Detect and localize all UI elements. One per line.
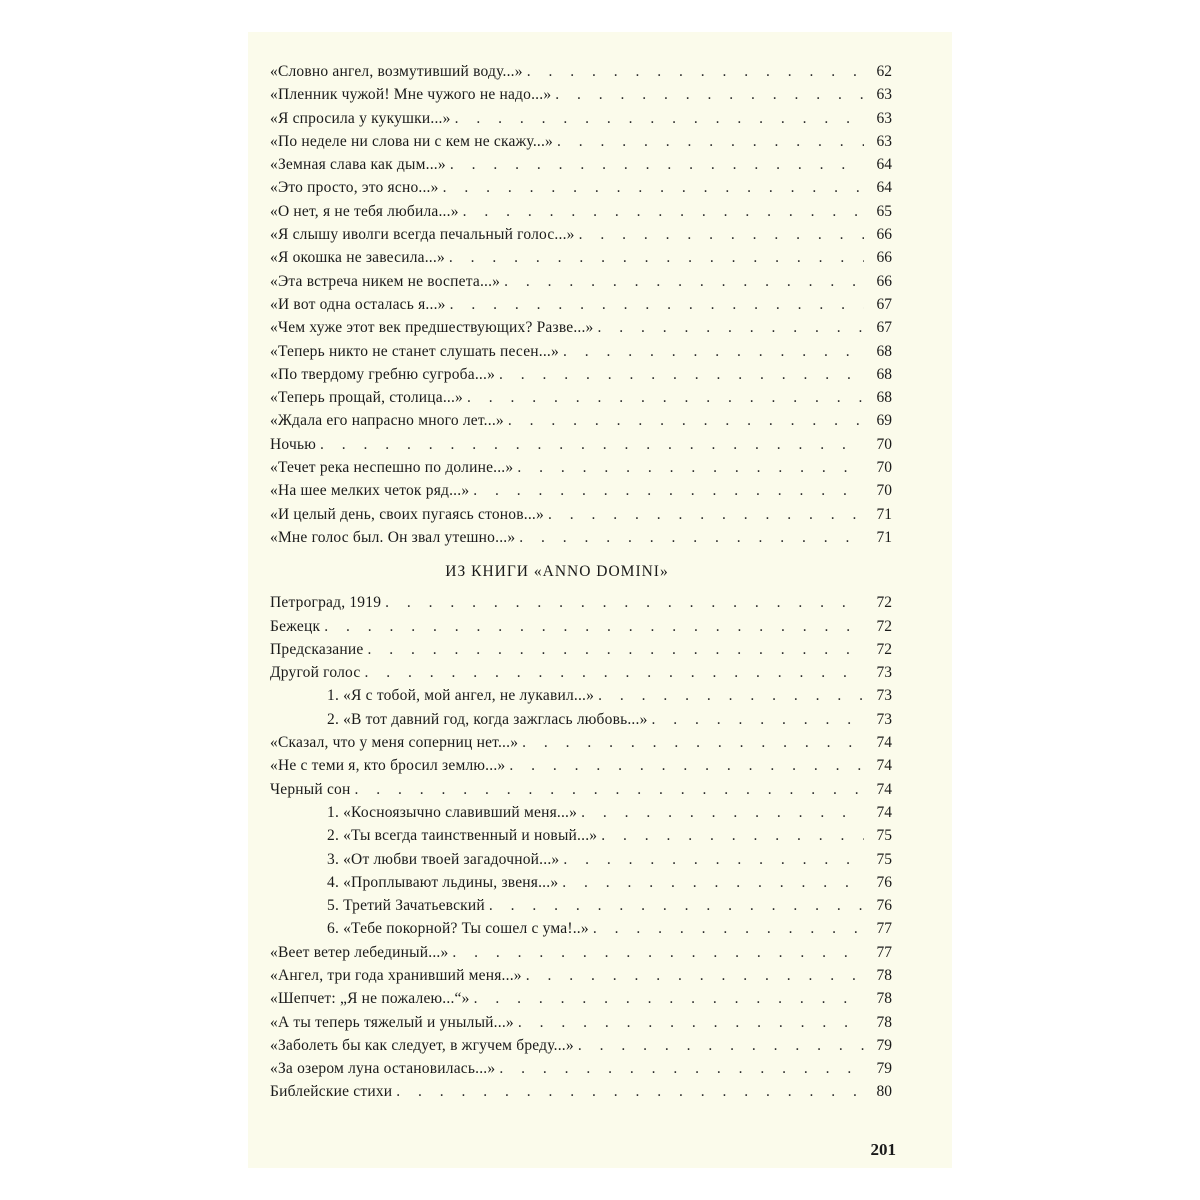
entry-title: «Чем хуже этот век предшествующих? Разве...» [270, 319, 594, 337]
entry-title: 5. Третий Зачатьевский [327, 897, 485, 915]
page-number: 201 [870, 1140, 896, 1159]
entry-page-number: 79 [876, 1060, 892, 1078]
book-page [248, 32, 952, 1168]
dot-leader [563, 340, 864, 363]
toc-entry [270, 848, 892, 871]
entry-page-number: 63 [876, 86, 892, 104]
entry-page-number: 71 [876, 528, 892, 546]
entry-title: «Веет ветер лебединый...» [270, 943, 449, 961]
toc-entry [270, 917, 892, 940]
dot-leader [504, 270, 864, 293]
dot-leader [522, 731, 864, 754]
entry-page-number: 78 [876, 966, 892, 984]
entry-page-number: 65 [876, 202, 892, 220]
entry-page-number: 78 [876, 1013, 892, 1031]
dot-leader [499, 363, 864, 386]
toc-entry [270, 684, 892, 707]
entry-page-number: 66 [876, 249, 892, 267]
entry-page-number: 75 [876, 850, 892, 868]
toc-entry [270, 778, 892, 801]
dot-leader [562, 871, 864, 894]
entry-title: «Ждала его напрасно много лет...» [270, 412, 504, 430]
dot-leader [499, 1057, 864, 1080]
entry-page-number: 73 [876, 710, 892, 728]
entry-title: «А ты теперь тяжелый и унылый...» [270, 1013, 514, 1031]
entry-page-number: 68 [876, 365, 892, 383]
toc-entry [270, 130, 892, 153]
dot-leader [385, 591, 864, 614]
dot-leader [450, 153, 864, 176]
entry-page-number: 68 [876, 342, 892, 360]
dot-leader [355, 778, 864, 801]
dot-leader [455, 107, 864, 130]
toc-entry [270, 409, 892, 432]
entry-title: «На шее мелких четок ряд...» [270, 482, 470, 500]
entry-title: «Заболеть бы как следует, в жгучем бреду...» [270, 1036, 574, 1054]
entry-page-number: 73 [876, 664, 892, 682]
entry-page-number: 71 [876, 505, 892, 523]
toc-list-main [270, 60, 892, 549]
toc-entry [270, 661, 892, 684]
dot-leader [396, 1080, 864, 1103]
dot-leader [652, 708, 864, 731]
dot-leader [517, 456, 864, 479]
entry-page-number: 70 [876, 482, 892, 500]
toc-entry [270, 824, 892, 847]
dot-leader [518, 1011, 864, 1034]
entry-title: «И вот одна осталась я...» [270, 295, 446, 313]
entry-title: «Сказал, что у меня соперниц нет...» [270, 734, 519, 752]
toc-entry [270, 200, 892, 223]
dot-leader [581, 801, 864, 824]
entry-page-number: 74 [876, 780, 892, 798]
toc-entry [270, 987, 892, 1010]
entry-title: «Ангел, три года хранивший меня...» [270, 966, 522, 984]
dot-leader [598, 316, 865, 339]
entry-page-number: 72 [876, 640, 892, 658]
toc-entry [270, 83, 892, 106]
entry-title: 3. «От любви твоей загадочной...» [327, 850, 560, 868]
toc-entry [270, 176, 892, 199]
toc-entry [270, 1057, 892, 1080]
toc-list-anno-domini [270, 591, 892, 1104]
entry-page-number: 67 [876, 319, 892, 337]
entry-title: 2. «В тот давний год, когда зажглась любовь...» [327, 710, 648, 728]
entry-page-number: 68 [876, 389, 892, 407]
dot-leader [527, 60, 864, 83]
entry-page-number: 78 [876, 990, 892, 1008]
dot-leader [593, 917, 864, 940]
entry-title: «Теперь никто не станет слушать песен...» [270, 342, 559, 360]
toc-entry [270, 1011, 892, 1034]
toc-entry [270, 591, 892, 614]
entry-page-number: 70 [876, 435, 892, 453]
toc-entry [270, 964, 892, 987]
toc-entry [270, 894, 892, 917]
entry-page-number: 63 [876, 109, 892, 127]
entry-title: 1. «Я с тобой, мой ангел, не лукавил...» [327, 687, 595, 705]
toc-entry [270, 386, 892, 409]
dot-leader [598, 684, 864, 707]
entry-title: «Я слышу иволги всегда печальный голос...» [270, 226, 575, 244]
entry-title: «О нет, я не тебя любила...» [270, 202, 459, 220]
entry-page-number: 77 [876, 943, 892, 961]
toc-entry [270, 293, 892, 316]
dot-leader [579, 223, 864, 246]
entry-title: Другой голос [270, 664, 361, 682]
dot-leader [320, 433, 864, 456]
entry-title: «Теперь прощай, столица...» [270, 389, 464, 407]
entry-page-number: 73 [876, 687, 892, 705]
toc-entry [270, 270, 892, 293]
entry-title: Черный сон [270, 780, 351, 798]
entry-page-number: 69 [876, 412, 892, 430]
toc-entry [270, 503, 892, 526]
toc-entry [270, 60, 892, 83]
toc-entry [270, 731, 892, 754]
dot-leader [555, 83, 864, 106]
dot-leader [463, 200, 864, 223]
dot-leader [563, 848, 864, 871]
toc-entry [270, 456, 892, 479]
toc-entry [270, 1034, 892, 1057]
entry-page-number: 75 [876, 827, 892, 845]
dot-leader [489, 894, 864, 917]
entry-page-number: 67 [876, 295, 892, 313]
entry-title: «И целый день, своих пугаясь стонов...» [270, 505, 544, 523]
entry-page-number: 66 [876, 226, 892, 244]
toc-entry [270, 615, 892, 638]
dot-leader [519, 526, 864, 549]
toc-entry [270, 526, 892, 549]
entry-title: «По твердому гребню сугроба...» [270, 365, 496, 383]
dot-leader [526, 964, 864, 987]
entry-title: «Я спросила у кукушки...» [270, 109, 451, 127]
entry-page-number: 70 [876, 459, 892, 477]
entry-title: «Эта встреча никем не воспета...» [270, 272, 501, 290]
dot-leader [548, 503, 864, 526]
dot-leader [450, 293, 864, 316]
toc-entry [270, 638, 892, 661]
dot-leader [443, 176, 864, 199]
entry-title: Бежецк [270, 617, 321, 635]
table-of-contents [270, 60, 892, 1104]
toc-entry [270, 316, 892, 339]
entry-title: «Не с теми я, кто бросил землю...» [270, 757, 506, 775]
entry-page-number: 74 [876, 757, 892, 775]
entry-title: Ночью [270, 435, 316, 453]
dot-leader [473, 479, 864, 502]
dot-leader [557, 130, 864, 153]
dot-leader [367, 638, 864, 661]
dot-leader [467, 386, 864, 409]
dot-leader [601, 824, 864, 847]
entry-page-number: 72 [876, 594, 892, 612]
entry-page-number: 64 [876, 156, 892, 174]
entry-page-number: 80 [876, 1083, 892, 1101]
toc-entry [270, 433, 892, 456]
entry-title: Библейские стихи [270, 1083, 393, 1101]
entry-page-number: 79 [876, 1036, 892, 1054]
toc-entry [270, 340, 892, 363]
toc-entry [270, 479, 892, 502]
dot-leader [449, 246, 864, 269]
entry-title: «Течет река неспешно по долине...» [270, 459, 514, 477]
entry-title: 4. «Проплывают льдины, звеня...» [327, 873, 559, 891]
entry-page-number: 72 [876, 617, 892, 635]
entry-page-number: 76 [876, 897, 892, 915]
toc-entry [270, 107, 892, 130]
dot-leader [474, 987, 864, 1010]
toc-entry [270, 708, 892, 731]
section-heading: ИЗ КНИГИ «ANNO DOMINI» [445, 563, 669, 581]
toc-entry [270, 223, 892, 246]
toc-entry [270, 1080, 892, 1103]
entry-page-number: 74 [876, 803, 892, 821]
entry-title: «Я окошка не завесила...» [270, 249, 445, 267]
entry-title: «Шепчет: „Я не пожалею...“» [270, 990, 470, 1008]
toc-entry [270, 153, 892, 176]
toc-entry [270, 801, 892, 824]
dot-leader [324, 615, 864, 638]
entry-page-number: 63 [876, 132, 892, 150]
dot-leader [364, 661, 864, 684]
entry-title: 2. «Ты всегда таинственный и новый...» [327, 827, 598, 845]
entry-title: Предсказание [270, 640, 364, 658]
entry-title: «Земная слава как дым...» [270, 156, 446, 174]
toc-entry [270, 941, 892, 964]
entry-title: «Пленник чужой! Мне чужого не надо...» [270, 86, 552, 104]
entry-title: 1. «Косноязычно славивший меня...» [327, 803, 578, 821]
entry-title: «Словно ангел, возмутивший воду...» [270, 63, 523, 80]
entry-title: «Мне голос был. Он звал утешно...» [270, 528, 516, 546]
entry-page-number: 76 [876, 873, 892, 891]
entry-title: «За озером луна остановилась...» [270, 1060, 496, 1078]
entry-page-number: 77 [876, 920, 892, 938]
entry-page-number: 74 [876, 734, 892, 752]
dot-leader [578, 1034, 864, 1057]
dot-leader [508, 409, 864, 432]
toc-entry [270, 363, 892, 386]
entry-title: «По неделе ни слова ни с кем не скажу...» [270, 132, 554, 150]
toc-entry [270, 246, 892, 269]
dot-leader [509, 754, 864, 777]
entry-title: Петроград, 1919 [270, 594, 382, 612]
toc-entry [270, 871, 892, 894]
toc-entry [270, 754, 892, 777]
entry-page-number: 64 [876, 179, 892, 197]
entry-page-number: 62 [876, 63, 892, 80]
entry-title: «Это просто, это ясно...» [270, 179, 439, 197]
entry-page-number: 66 [876, 272, 892, 290]
entry-title: 6. «Тебе покорной? Ты сошел с ума!..» [327, 920, 589, 938]
dot-leader [452, 941, 864, 964]
